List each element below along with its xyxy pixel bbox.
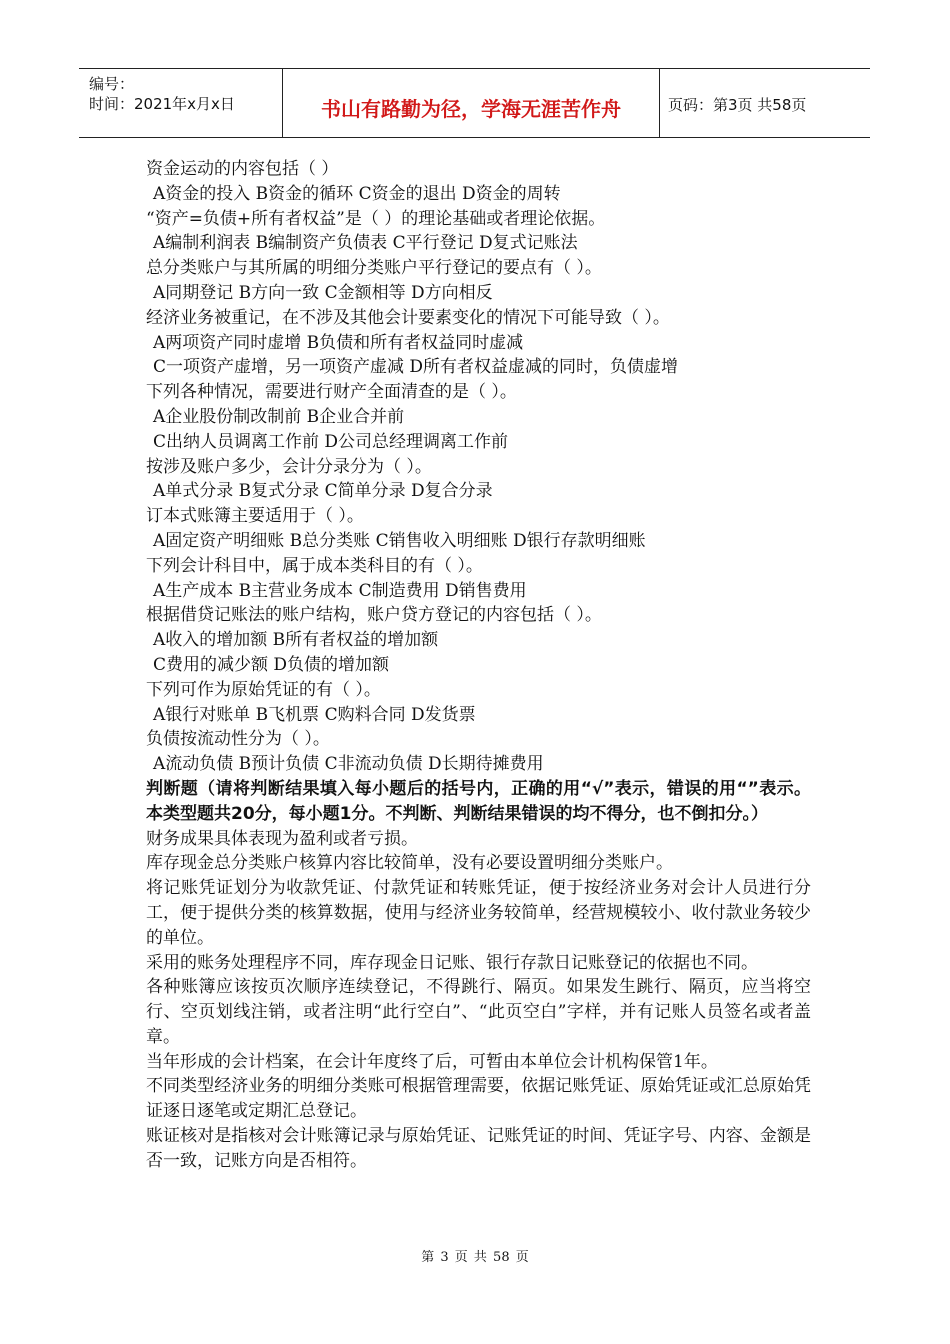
question-text: 下列各种情况，需要进行财产全面清查的是（ ）。: [146, 382, 517, 403]
answer-options: A同期登记 B方向一致 C金额相等 D方向相反: [153, 282, 493, 303]
judgment-statement: 账证核对是指核对会计账簿记录与原始凭证、记账凭证的时间、凭证字号、内容、金额是否一致，记账方向是否相符。: [146, 1126, 811, 1171]
header-motto-cell: [283, 69, 660, 137]
judgment-statement: 库存现金总分类账户核算内容比较简单，没有必要设置明细分类账户。: [146, 853, 673, 874]
answer-options: A收入的增加额 B所有者权益的增加额: [153, 630, 439, 651]
answer-options: A生产成本 B主营业务成本 C制造费用 D销售费用: [153, 580, 527, 601]
multiple-choice-section: [146, 157, 811, 777]
answer-options: A单式分录 B复式分录 C简单分录 D复合分录: [153, 481, 493, 502]
answer-options: C一项资产虚增，另一项资产虚减 D所有者权益虚减的同时，负债虚增: [153, 357, 679, 378]
judgment-statement: 财务成果具体表现为盈利或者亏损。: [146, 828, 418, 849]
question-text: 总分类账户与其所属的明细分类账户平行登记的要点有（ ）。: [146, 258, 602, 279]
question-text: 负债按流动性分为（ ）。: [146, 729, 330, 750]
answer-options: A资金的投入 B资金的循环 C资金的退出 D资金的周转: [153, 183, 561, 204]
header-page-cell: [660, 69, 870, 137]
document-code-label: 编号：: [89, 75, 135, 93]
page-header: [79, 68, 870, 138]
document-date: 时间：2021年x月x日: [89, 95, 235, 113]
judgment-statement: 将记账凭证划分为收款凭证、付款凭证和转账凭证，便于按经济业务对会计人员进行分工，便于提供分类的核算数据，使用与经济业务较简单，经营规模较小、收付款业务较少的单位。: [146, 878, 811, 948]
header-page-info: 页码：第3页 共58页: [668, 96, 807, 114]
answer-options: A企业股份制改制前 B企业合并前: [153, 406, 405, 427]
question-text: 资金运动的内容包括（ ）: [146, 159, 339, 179]
judgment-statement: 各种账簿应该按页次顺序连续登记，不得跳行、隔页。如果发生跳行、隔页，应当将空行、空页划线注销，或者注明“此行空白”、“此页空白”字样，并有记账人员签名或者盖章。: [146, 977, 811, 1047]
judgment-section: [146, 827, 811, 1174]
answer-options: A两项资产同时虚增 B负债和所有者权益同时虚减: [153, 332, 524, 353]
question-text: 下列可作为原始凭证的有（ ）。: [146, 679, 381, 700]
answer-options: A编制利润表 B编制资产负债表 C平行登记 D复式记账法: [153, 233, 578, 254]
question-text: 经济业务被重记，在不涉及其他会计要素变化的情况下可能导致（ ）。: [146, 307, 670, 328]
question-text: 下列会计科目中，属于成本类科目的有（ ）。: [146, 555, 483, 576]
section-heading: 判断题（请将判断结果填入每小题后的括号内，正确的用“√”表示，错误的用“”表示。本类型题共20分，每小题1分。不判断、判断结果错误的均不得分，也不倒扣分。）: [146, 778, 811, 824]
answer-options: A流动负债 B预计负债 C非流动负债 D长期待摊费用: [153, 754, 544, 775]
answer-options: C费用的减少额 D负债的增加额: [153, 654, 390, 675]
question-text: 订本式账簿主要适用于（ ）。: [146, 506, 364, 527]
page-footer: 第 3 页 共 58 页: [421, 1250, 529, 1265]
answer-options: C出纳人员调离工作前 D公司总经理调离工作前: [153, 431, 509, 452]
judgment-statement: 不同类型经济业务的明细分类账可根据管理需要，依据记账凭证、原始凭证或汇总原始凭证逐日逐笔或定期汇总登记。: [146, 1076, 811, 1122]
question-text: 按涉及账户多少，会计分录分为（ ）。: [146, 456, 432, 477]
answer-options: A银行对账单 B飞机票 C购料合同 D发货票: [153, 704, 476, 725]
judgment-statement: 当年形成的会计档案，在会计年度终了后，可暂由本单位会计机构保管1年。: [146, 1051, 718, 1072]
document-body: [146, 157, 811, 1174]
header-motto: 书山有路勤为径，学海无涯苦作舟: [321, 97, 621, 121]
question-text: “资产=负债+所有者权益”是（ ）的理论基础或者理论依据。: [146, 208, 606, 229]
judgment-statement: 采用的账务处理程序不同，库存现金日记账、银行存款日记账登记的依据也不同。: [146, 952, 758, 973]
header-meta-cell: [79, 69, 283, 137]
question-text: 根据借贷记账法的账户结构，账户贷方登记的内容包括（ ）。: [146, 605, 602, 626]
answer-options: A固定资产明细账 B总分类账 C销售收入明细账 D银行存款明细账: [153, 530, 646, 551]
